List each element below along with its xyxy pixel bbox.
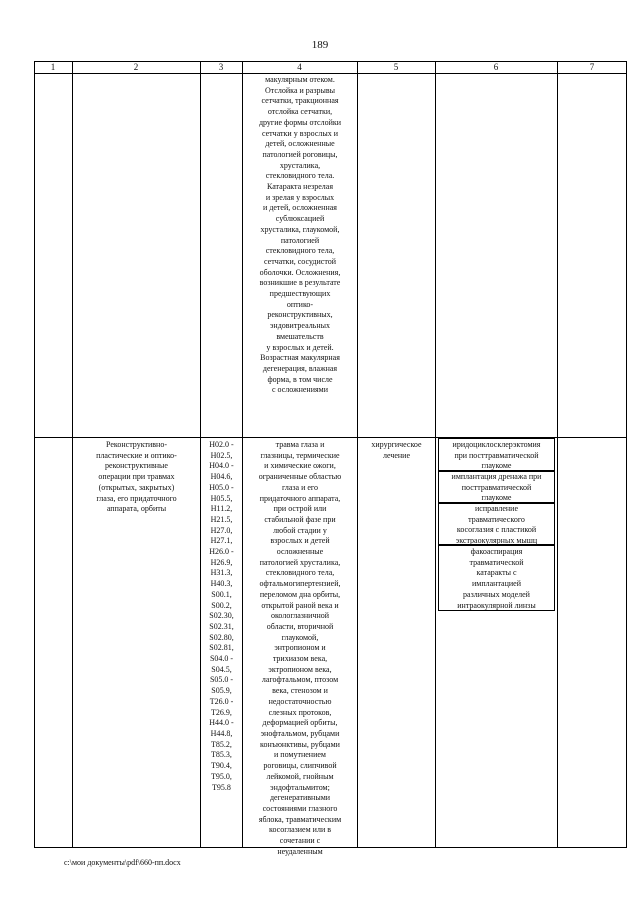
header-col-2: 2	[133, 62, 139, 72]
top-diagnosis-text: макулярным отеком. Отслойка и разрывы сетчатки, тракционная отслойка сетчатки, другие формы отслойки сетчатки у взрослых и детей, осложненные патологией роговицы, хрусталика, стекловидного тела. Катаракта незрелая и зрелая у взрослых и детей, осложненная сублюксацией хрусталика, глаукомой, патологией стекловидного тела, сетчатки, сосудистой оболочки. Осложнения, возникшие в результате предшествующих оптико- реконструктивных, эндовитреальных вмешательств у взрослых и детей. Возрастная макулярная дегенерация, влажная форма, в том числе с осложнениями	[258, 75, 342, 395]
header-col-1: 1	[50, 62, 56, 72]
header-col-5: 5	[393, 62, 399, 72]
column-line	[557, 61, 558, 848]
method-text-4: факоаспирация травматической катаракты с имплантацией различных моделей интраокулярной линзы	[457, 547, 536, 610]
header-divider	[34, 73, 627, 74]
column-line	[72, 61, 73, 848]
header-col-4: 4	[297, 62, 302, 72]
method-text-1: иридоциклосклерэктомия при посттравматической глаукоме	[452, 440, 541, 471]
method-text-2: имплантация дренажа при посттравматической глаукоме	[451, 472, 542, 503]
page-number: 189	[311, 39, 329, 51]
header-col-7: 7	[589, 62, 595, 72]
footer-path: c:\мои документы\pdf\660-пп.docx	[64, 858, 181, 867]
diagnosis-text: травма глаза и глазницы, термические и химические ожоги, ограниченные областью глаза и его придаточного аппарата, при острой или стабильной фазе при любой стадии у взрослых и детей осложненные патологией хрусталика, стекловидного тела, офтальмогипертензией, переломом дна орбиты, открытой раной века и окологлазничной области, вторичной глаукомой, энтропионом и трихиазом века, эктропионом века, лагофтальмом, птозом века, стенозом и недостаточностью слезных протоков, деформацией орбиты, энофтальмом, рубцами конъюнктивы, рубцами и помутнением роговицы, слипчивой лейкомой, гнойным эндофтальмитом; дегенеративными состояниями глазного яблока, травматическим косоглазием или в сочетании с неудаленным	[258, 440, 342, 856]
treatment-form-text: хирургическое лечение	[371, 440, 422, 460]
method-text-3: исправление травматического косоглазия с пластикой экстраокулярных мышц	[455, 504, 538, 546]
header-col-3: 3	[218, 62, 224, 72]
column-line	[435, 61, 436, 848]
treatment-type-text: Реконструктивно- пластические и оптико- реконструктивные операции при травмах (открытых, закрытых) глаза, его придаточного аппарата, орбиты	[96, 440, 177, 514]
header-col-6: 6	[493, 62, 499, 72]
icd-codes-text: H02.0 - H02.5, H04.0 - H04.6, H05.0 - H05.5, H11.2, H21.5, H27.0, H27.1, H26.0 - H26.9, H31.3, H40.3, S00.1, S00.2, S02.30, S02.31, S02.80, S02.81, S04.0 - S04.5, S05.0 - S05.9, T26.0 - T26.9, H44.0 - H44.8, T85.2, T85.3, T90.4, T95.0, T95.8	[209, 440, 234, 792]
